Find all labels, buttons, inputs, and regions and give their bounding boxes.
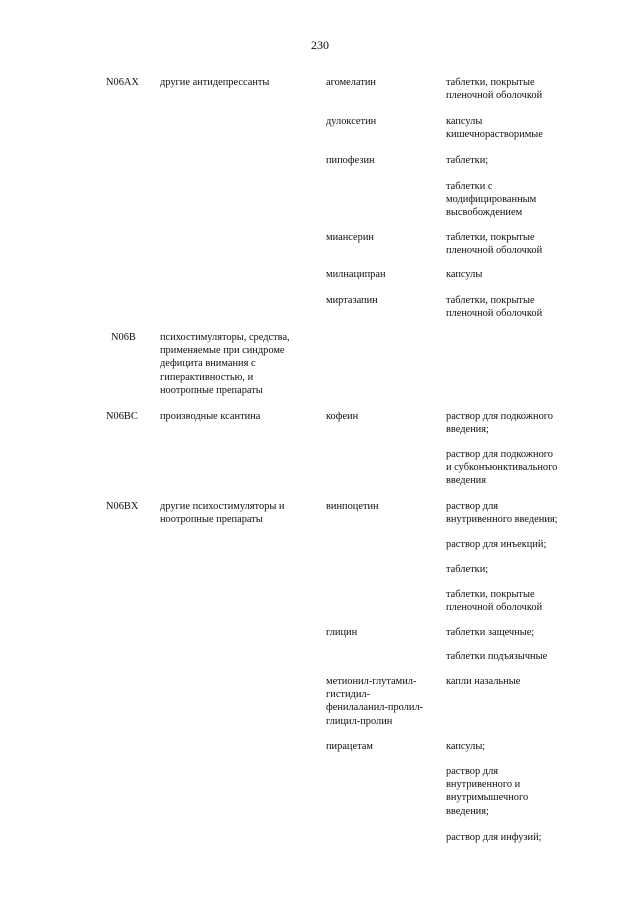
drug-name: агомелатин <box>326 77 376 88</box>
dosage-form: таблетки; <box>446 155 489 166</box>
drug-name: пипофезин <box>326 155 375 166</box>
drug-name: винпоцетин <box>326 501 379 512</box>
drug-name: кофеин <box>326 411 359 422</box>
group-name: другие антидепрессанты <box>160 77 270 88</box>
dosage-form: раствор для инъекций; <box>446 539 547 550</box>
drug-name: миртазапин <box>326 295 378 306</box>
dosage-form: капсулы кишечнорастворимые <box>446 116 543 141</box>
drug-name: дулоксетин <box>326 116 377 127</box>
atc-code: N06B <box>111 332 136 343</box>
drug-name: глицин <box>326 627 358 638</box>
dosage-form: таблетки, покрытые пленочной оболочкой <box>446 232 543 257</box>
atc-code: N06BX <box>106 501 139 512</box>
page-number: 230 <box>311 38 329 52</box>
drug-name: милнаципран <box>326 269 386 280</box>
dosage-form: таблетки с модифицированным высвобождением <box>446 181 537 219</box>
drug-name: метионил-глутамил- гистидил- фенилаланил-пролил- глицил-пролин <box>326 676 424 727</box>
group-name: психостимуляторы, средства, применяемые при синдроме дефицита внимания с гиперактивностью, и ноотропные препараты <box>160 332 290 396</box>
dosage-form: таблетки, покрытые пленочной оболочкой <box>446 77 543 102</box>
dosage-form: раствор для подкожного и субконъюнктивального введения <box>446 449 558 487</box>
dosage-form: таблетки подъязычные <box>446 651 548 662</box>
dosage-form: таблетки; <box>446 564 489 575</box>
atc-code: N06BC <box>106 411 138 422</box>
dosage-form: капли назальные <box>446 676 521 687</box>
dosage-form: раствор для внутривенного введения; <box>446 501 558 526</box>
dosage-form: раствор для внутривенного и внутримышечного введения; <box>446 766 529 817</box>
group-name: другие психостимуляторы и ноотропные препараты <box>160 501 285 526</box>
dosage-form: капсулы <box>446 269 483 280</box>
dosage-form: капсулы; <box>446 741 486 752</box>
dosage-form: раствор для подкожного введения; <box>446 411 553 436</box>
group-name: производные ксантина <box>160 411 261 422</box>
atc-code: N06AX <box>106 77 139 88</box>
dosage-form: таблетки, покрытые пленочной оболочкой <box>446 589 543 614</box>
drug-name: миансерин <box>326 232 374 243</box>
drug-name: пирацетам <box>326 741 373 752</box>
dosage-form: таблетки, покрытые пленочной оболочкой <box>446 295 543 320</box>
dosage-form: раствор для инфузий; <box>446 832 542 843</box>
dosage-form: таблетки защечные; <box>446 627 535 638</box>
